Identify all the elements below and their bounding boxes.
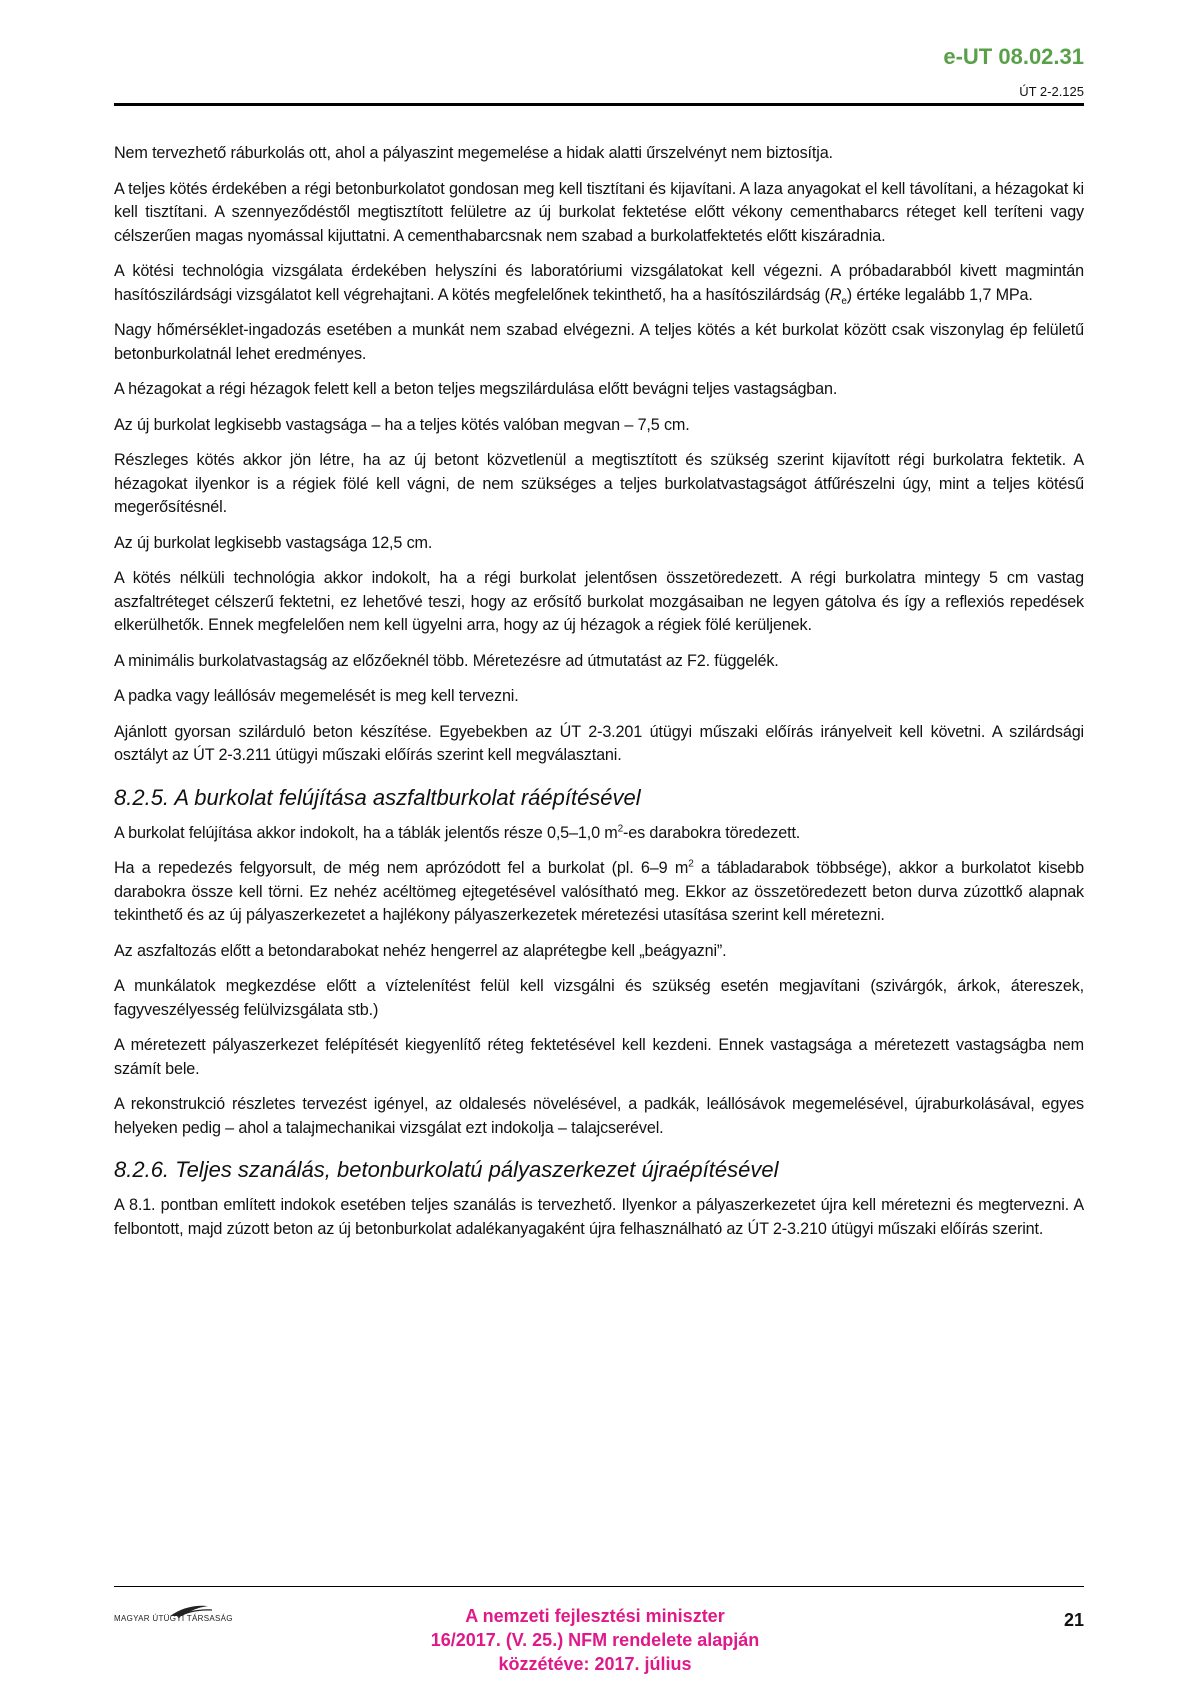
paragraph-text: A burkolat felújítása akkor indokolt, ha a táblák jelentős része 0,5–1,0 m — [114, 823, 618, 842]
unit-superscript: 2 — [617, 823, 624, 835]
paragraph: Részleges kötés akkor jön létre, ha az új betont közvetlenül a megtisztított és szükség szerint kijavított régi burkolatra fektetik. A hézagokat ilyenkor is a régiek fölé kell vágni, de nem szükséges a teljes burkolatvastagságot átfűrészelni úgy, mint a teljes kötésű megerősítésnél. — [114, 451, 1084, 516]
paragraph-text: Ha a repedezés felgyorsult, de még nem aprózódott fel a burkolat (pl. 6–9 m — [114, 859, 689, 877]
publication-line: 16/2017. (V. 25.) NFM rendelete alapján — [430, 1630, 760, 1650]
paragraph-text: A kötési technológia vizsgálata érdekében helyszíni és laboratóriumi vizsgálatokat kell végezni. A próbadarabból kivett magmintán hasítószilárdsági vizsgálatot kell végrehajtani. A kötés megfelelőnek tekinthető, ha a hasítószilárdság ( — [114, 262, 1084, 304]
paragraph: A teljes kötés érdekében a régi betonburkolatot gondosan meg kell tisztítani és kijavítani. A laza anyagokat el kell távolítani, a hézagokat ki kell tisztítani. A szennyeződéstől megtisztított felületre az új burkolat fektetése előtt vékony cementhabarcs réteget kell teríteni vagy célszerűen magas nyomással kijuttatni. A cementhabarcsnak nem szabad a burkolatfektetés előtt kiszáradnia. — [114, 179, 1084, 245]
paragraph: A hézagokat a régi hézagok felett kell a beton teljes megszilárdulása előtt bevágni teljes vastagságban. — [114, 380, 838, 398]
unit-superscript: 2 — [688, 858, 694, 870]
paragraph: Nem tervezhető ráburkolás ott, ahol a pályaszint megemelése a hidak alatti űrszelvényt nem biztosítja. — [114, 144, 833, 162]
paragraph: A rekonstrukció részletes tervezést igényel, az oldalesés növelésével, a padkák, leállósávok megemelésével, újraburkolásával, egyes helyeken pedig – ahol a talajmechanikai vizsgálat ezt indokolja – talajcserével. — [114, 1095, 1084, 1137]
header-divider — [114, 103, 1084, 106]
publication-note — [390, 1604, 800, 1676]
paragraph — [114, 260, 1084, 307]
publication-line: közzétéve: 2017. július — [498, 1654, 692, 1674]
paragraph: A méretezett pályaszerkezet felépítését kiegyenlítő réteg fektetésével kell kezdeni. Ennek vastagsága a méretezett vastagságba nem számít bele. — [114, 1036, 1084, 1078]
paragraph: A 8.1. pontban említett indokok esetében teljes szanálás is tervezhető. Ilyenkor a pályaszerkezetet újra kell méretezni és megtervezni. A felbontott, majd zúzott beton az új betonburkolat adalékanyagaként újra felhasználható az ÚT 2-3.210 útügyi műszaki előírás szerint. — [114, 1196, 1084, 1238]
section-heading-8-2-6: 8.2.6. Teljes szanálás, betonburkolatú pályaszerkezet újraépítésével — [114, 1157, 779, 1182]
paragraph-text: -es darabokra töredezett. — [623, 823, 801, 842]
paragraph: Az új burkolat legkisebb vastagsága – ha a teljes kötés valóban megvan – 7,5 cm. — [114, 415, 690, 434]
paragraph: A padka vagy leállósáv megemelését is meg kell tervezni. — [114, 687, 519, 705]
document-subcode: ÚT 2-2.125 — [1019, 84, 1084, 99]
logo-text: MAGYAR ÚTÜGYI TÁRSASÁG — [114, 1614, 233, 1623]
publication-line: A nemzeti fejlesztési miniszter — [465, 1606, 725, 1626]
page-number: 21 — [1063, 1610, 1084, 1630]
paragraph — [114, 822, 1084, 846]
paragraph: Az új burkolat legkisebb vastagsága 12,5 cm. — [114, 533, 433, 552]
paragraph: Nagy hőmérséklet-ingadozás esetében a munkát nem szabad elvégezni. A teljes kötés a két burkolat között csak viszonylag ép felületű betonburkolatnál lehet eredményes. — [114, 321, 1084, 363]
paragraph-text: ) értéke legalább 1,7 MPa. — [846, 285, 1033, 304]
paragraph: A minimális burkolatvastagság az előzőeknél több. Méretezésre ad útmutatást az F2. függelék. — [114, 651, 779, 670]
footer-divider — [114, 1586, 1084, 1587]
paragraph: Az aszfaltozás előtt a betondarabokat nehéz hengerrel az alaprétegbe kell „beágyazni”. — [114, 941, 727, 960]
formula-variable: R — [829, 285, 842, 304]
paragraph — [114, 857, 1084, 928]
paragraph: Ajánlott gyorsan szilárduló beton készítése. Egyebekben az ÚT 2-3.201 útügyi műszaki előírás irányelveit kell követni. A szilárdsági osztályt az ÚT 2-3.211 útügyi műszaki előírás szerint kell megválasztani. — [114, 722, 1084, 764]
document-code: e-UT 08.02.31 — [943, 44, 1084, 69]
page-content — [114, 142, 1084, 1253]
paragraph: A munkálatok megkezdése előtt a víztelenítést felül kell vizsgálni és szükség esetén megjavítani (szivárgók, árkok, átereszek, fagyveszélyesség felülvizsgálata stb.) — [114, 977, 1084, 1019]
paragraph-text: a tábladarabok többsége), akkor a burkolatot kisebb darabokra össze kell törni. Ez nehéz acéltömeg ejtegetésével valósítható meg. Ekkor az összetöredezett beton durva zúzottkő alapnak tekinthető és az új pályaszerkezetet a hajlékony pályaszerkezetek méretezési utasítása szerint kell méretezni. — [114, 859, 1084, 924]
formula-subscript: e — [841, 295, 847, 307]
section-heading-8-2-5: 8.2.5. A burkolat felújítása aszfaltburkolat ráépítésével — [114, 784, 641, 810]
paragraph: A kötés nélküli technológia akkor indokolt, ha a régi burkolat jelentősen összetöredezett. A régi burkolatra mintegy 5 cm vastag aszfaltréteget célszerű fektetni, ez lehetővé teszi, hogy az erősítő burkolat mozgásaiban ne legyen gátolva és így a reflexiós repedések elkerülhetők. Ennek megfelelően nem kell ügyelni arra, hogy az új hézagok a régiek fölé kerüljenek. — [114, 569, 1084, 634]
